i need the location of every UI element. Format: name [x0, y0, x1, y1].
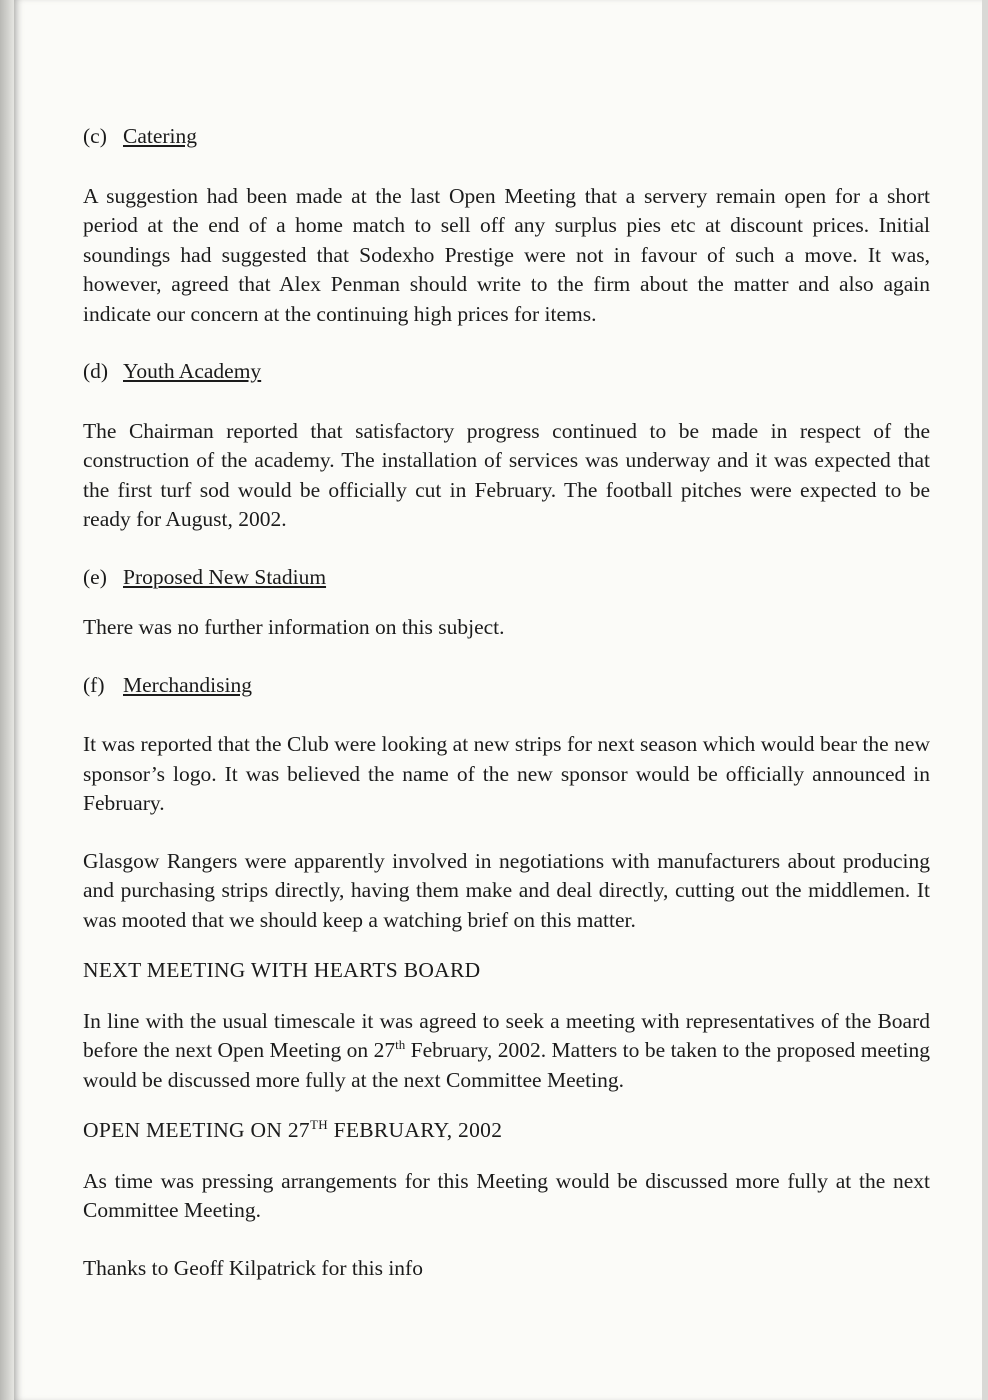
section-title: Catering	[123, 124, 198, 148]
section-heading-youth-academy	[83, 357, 930, 387]
section-heading-proposed-stadium	[83, 563, 930, 593]
proposed-stadium-paragraph: There was no further information on this subject.	[83, 615, 505, 639]
section-letter: (e)	[83, 564, 107, 589]
page-spine	[0, 0, 14, 1400]
next-meeting-paragraph: In line with the usual timescale it was agreed to seek a meeting with representatives of the Board before the next Open Meeting on 27th February, 2002. Matters to be taken to the proposed meeting would be discussed more fully at the next Committee Meeting.	[83, 1008, 931, 1092]
section-title: Proposed New Stadium	[123, 564, 327, 589]
minutes-content	[83, 122, 930, 1283]
section-letter: (d)	[83, 359, 109, 383]
open-meeting-heading: OPEN MEETING ON 27TH FEBRUARY, 2002	[83, 1116, 503, 1142]
next-meeting-heading: NEXT MEETING WITH HEARTS BOARD	[83, 958, 481, 982]
section-letter: (c)	[83, 124, 107, 148]
section-title: Merchandising	[123, 672, 252, 697]
open-meeting-paragraph: As time was pressing arrangements for this Meeting would be discussed more fully at the next Committee Meeting.	[83, 1168, 930, 1222]
section-title: Youth Academy	[123, 359, 262, 383]
document-page	[14, 0, 982, 1400]
merchandising-paragraph-1: It was reported that the Club were looking at new strips for next season which would bear the new sponsor’s logo. It was believed the name of the new sponsor would be officially announced in February.	[83, 732, 930, 815]
catering-paragraph: A suggestion had been made at the last Open Meeting that a servery remain open for a short period at the end of a home match to sell off any surplus pies etc at discount prices. Initial soundings had suggested that Sodexho Prestige were not in favour of such a move. It was, however, agreed that Alex Penman should write to the firm about the matter and also again indicate our concern at the continuing high prices for items.	[83, 183, 930, 326]
thanks-note: Thanks to Geoff Kilpatrick for this info	[83, 1255, 423, 1280]
section-heading-merchandising	[83, 671, 930, 701]
youth-academy-paragraph: The Chairman reported that satisfactory progress continued to be made in respect of the construction of the academy. The installation of services was underway and it was expected that the first turf sod would be officially cut in February. The football pitches were expected to be ready for August, 2002.	[83, 418, 930, 531]
section-heading-catering	[83, 122, 930, 152]
section-letter: (f)	[83, 672, 105, 697]
merchandising-paragraph-2: Glasgow Rangers were apparently involved in negotiations with manufacturers about producing and purchasing strips directly, having them make and deal directly, cutting out the middlemen. It was mooted that we should keep a watching brief on this matter.	[83, 848, 930, 932]
